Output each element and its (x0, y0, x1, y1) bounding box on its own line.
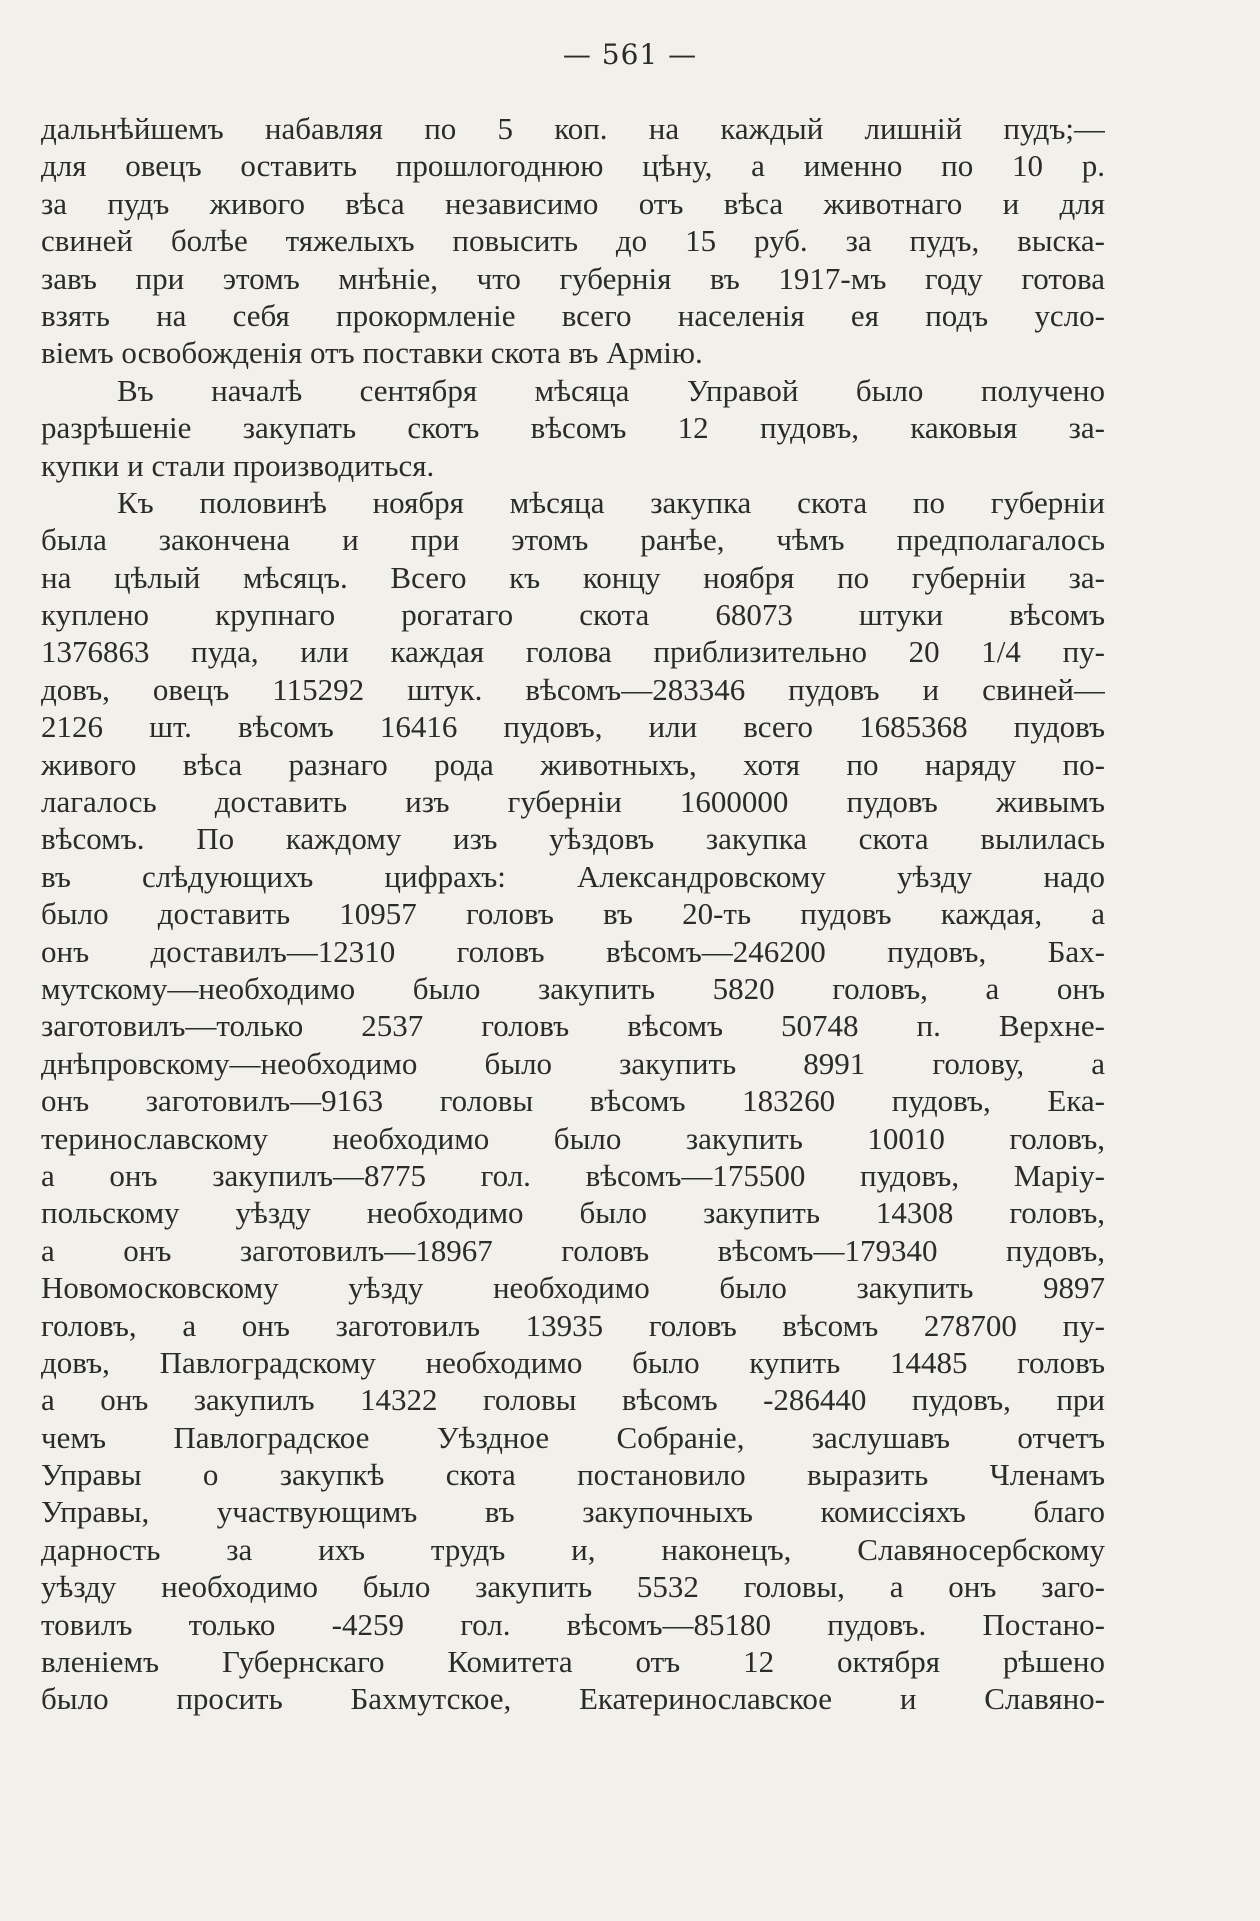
text-line: 1376863 пуда, или каждая голова приблизительно 20 1/4 пу- (41, 634, 1105, 670)
text-line: заготовилъ—только 2537 головъ вѣсомъ 50748 п. Верхне- (41, 1008, 1105, 1044)
text-line: свиней болѣе тяжелыхъ повысить до 15 руб. за пудъ, выска- (41, 223, 1105, 259)
text-line: товилъ только -4259 гол. вѣсомъ—85180 пудовъ. Постано- (41, 1606, 1105, 1642)
text-line: теринославскому необходимо было закупить 10010 головъ, (41, 1120, 1105, 1156)
text-line: довъ, овецъ 115292 штук. вѣсомъ—283346 пудовъ и свиней— (41, 671, 1105, 707)
text-line: взять на себя прокормленіе всего населенія ея подъ усло- (41, 297, 1105, 333)
text-line: Новомосковскому уѣзду необходимо было закупить 9897 (41, 1270, 1105, 1306)
body-text (41, 110, 1105, 1718)
text-line: онъ заготовилъ—9163 головы вѣсомъ 183260 пудовъ, Ека- (41, 1083, 1105, 1119)
text-line: была закончена и при этомъ ранѣе, чѣмъ предполагалось (41, 522, 1105, 558)
text-line: купки и стали производиться. (41, 447, 435, 483)
text-line: живого вѣса разнаго рода животныхъ, хотя по наряду по- (41, 746, 1105, 782)
text-line: чемъ Павлоградское Уѣздное Собраніе, заслушавъ отчетъ (41, 1419, 1105, 1455)
text-line: онъ доставилъ—12310 головъ вѣсомъ—246200 пудовъ, Бах- (41, 933, 1105, 969)
text-line: было просить Бахмутское, Екатеринославское и Славяно- (41, 1681, 1105, 1717)
text-line: лагалось доставить изъ губерніи 1600000 пудовъ живымъ (41, 784, 1105, 820)
text-line: Управы о закупкѣ скота постановило выразить Членамъ (41, 1457, 1105, 1493)
text-line: для овецъ оставить прошлогоднюю цѣну, а именно по 10 р. (41, 148, 1105, 184)
text-line: віемъ освобожденія отъ поставки скота въ Армію. (41, 335, 703, 371)
text-line: дарность за ихъ трудъ и, наконецъ, Славяносербскому (41, 1531, 1105, 1567)
text-line-paragraph-start: Къ половинѣ ноября мѣсяца закупка скота по губерніи (117, 484, 1105, 520)
text-line: довъ, Павлоградскому необходимо было купить 14485 головъ (41, 1344, 1105, 1380)
text-line: мутскому—необходимо было закупить 5820 головъ, а онъ (41, 970, 1105, 1006)
text-line: днѣпровскому—необходимо было закупить 8991 голову, а (41, 1045, 1105, 1081)
text-line: на цѣлый мѣсяцъ. Всего къ концу ноября по губерніи за- (41, 559, 1105, 595)
text-line: въ слѣдующихъ цифрахъ: Александровскому уѣзду надо (41, 858, 1105, 894)
text-line: куплено крупнаго рогатаго скота 68073 штуки вѣсомъ (41, 597, 1105, 633)
text-line-paragraph-start: Въ началѣ сентября мѣсяца Управой было получено (117, 372, 1105, 408)
text-line: головъ, а онъ заготовилъ 13935 головъ вѣсомъ 278700 пу- (41, 1307, 1105, 1343)
text-line: за пудъ живого вѣса независимо отъ вѣса животнаго и для (41, 185, 1105, 221)
text-line: 2126 шт. вѣсомъ 16416 пудовъ, или всего 1685368 пудовъ (41, 709, 1105, 745)
text-line: дальнѣйшемъ набавляя по 5 коп. на каждый лишній пудъ;— (41, 111, 1105, 146)
text-line: а онъ закупилъ 14322 головы вѣсомъ -286440 пудовъ, при (41, 1382, 1105, 1418)
page-number: — 561 — (562, 38, 698, 71)
text-line: разрѣшеніе закупать скотъ вѣсомъ 12 пудовъ, каковыя за- (41, 410, 1105, 446)
text-line: было доставить 10957 головъ въ 20-ть пудовъ каждая, а (41, 896, 1105, 932)
text-line: вѣсомъ. По каждому изъ уѣздовъ закупка скота вылилась (41, 821, 1105, 857)
text-line: а онъ закупилъ—8775 гол. вѣсомъ—175500 пудовъ, Маріу- (41, 1157, 1105, 1193)
text-line: завъ при этомъ мнѣніе, что губернія въ 1917-мъ году готова (41, 260, 1105, 296)
text-line: а онъ заготовилъ—18967 головъ вѣсомъ—179340 пудовъ, (41, 1232, 1105, 1268)
text-line: Управы, участвующимъ въ закупочныхъ комиссіяхъ благо (41, 1494, 1105, 1530)
text-line: уѣзду необходимо было закупить 5532 головы, а онъ заго- (41, 1569, 1105, 1605)
text-line: вленіемъ Губернскаго Комитета отъ 12 октября рѣшено (41, 1644, 1105, 1680)
text-line: польскому уѣзду необходимо было закупить 14308 головъ, (41, 1195, 1105, 1231)
